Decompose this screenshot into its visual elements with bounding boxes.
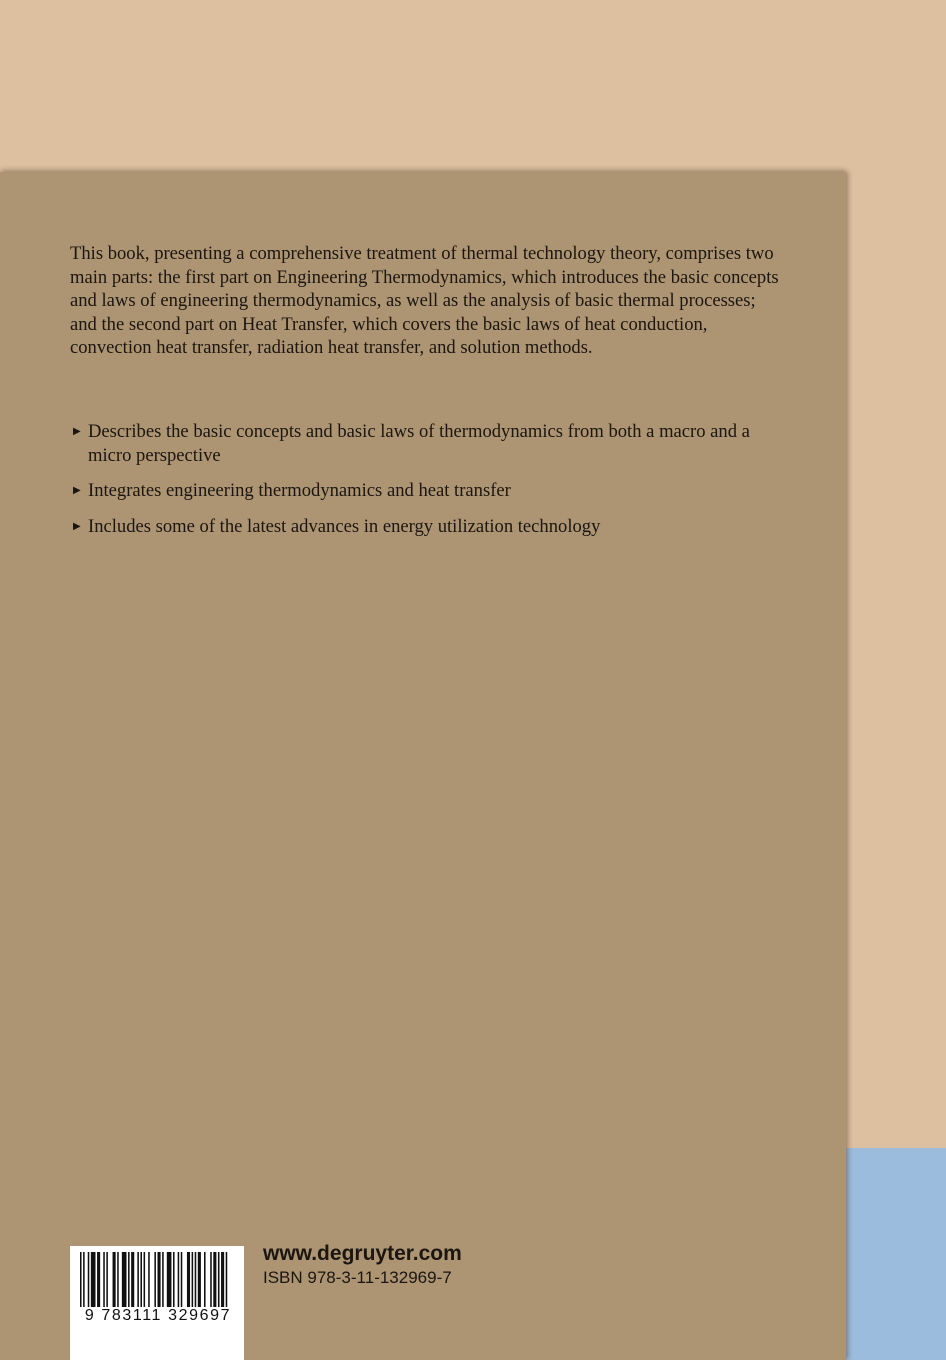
barcode-bar <box>88 1252 90 1310</box>
barcode-bar <box>192 1252 194 1310</box>
list-item-text: Integrates engineering thermodynamics and heat transfer <box>88 480 511 501</box>
barcode-bar <box>158 1252 161 1310</box>
barcode-bar <box>187 1252 190 1310</box>
barcode-bar <box>226 1252 228 1310</box>
list-item <box>70 479 770 503</box>
list-item-text: Includes some of the latest advances in energy utilization technology <box>88 515 601 537</box>
barcode-bar <box>97 1252 100 1310</box>
barcode-bar <box>210 1252 212 1310</box>
barcode-bar <box>80 1252 82 1310</box>
barcode-digits: 9 783111 329697 <box>76 1307 240 1325</box>
barcode-bar <box>218 1252 220 1310</box>
barcode-bar <box>122 1252 127 1310</box>
blue-accent-strip <box>846 1148 946 1360</box>
barcode-bar <box>195 1252 197 1310</box>
list-item <box>70 420 770 467</box>
barcode-bar <box>137 1252 139 1310</box>
barcode-bar <box>213 1252 216 1310</box>
barcode-bar <box>113 1252 116 1310</box>
barcode-bar <box>83 1252 85 1310</box>
barcode-bar <box>167 1252 172 1310</box>
barcode-bar <box>162 1252 164 1310</box>
barcode-bar <box>173 1252 175 1310</box>
barcode-bar <box>106 1252 108 1310</box>
feature-list <box>70 420 770 550</box>
barcode-bar <box>198 1252 201 1310</box>
isbn-number: ISBN 978-3-11-132969-7 <box>263 1268 452 1287</box>
triangle-right-icon: ▶ <box>73 485 81 496</box>
barcode-bar <box>91 1252 96 1310</box>
barcode-bar <box>221 1252 224 1310</box>
publisher-website: www.degruyter.com <box>263 1242 462 1265</box>
barcode-bar <box>148 1252 150 1310</box>
barcode-bars <box>70 1246 244 1360</box>
barcode-bar <box>103 1252 105 1310</box>
barcode-bar <box>154 1252 156 1310</box>
barcode-bar <box>140 1252 142 1310</box>
barcode-bar <box>178 1252 180 1310</box>
isbn-barcode <box>70 1246 244 1360</box>
barcode-bar <box>144 1252 146 1310</box>
triangle-right-icon: ▶ <box>73 520 81 532</box>
triangle-right-icon: ▶ <box>73 426 81 437</box>
list-item-text: Describes the basic concepts and basic laws of thermodynamics from both a macro and a micro perspective <box>88 421 750 466</box>
barcode-bar <box>181 1252 183 1310</box>
barcode-bar <box>131 1252 134 1310</box>
barcode-bar <box>117 1252 119 1310</box>
barcode-bar <box>128 1252 130 1310</box>
back-cover-panel <box>0 172 846 1360</box>
barcode-bar <box>204 1252 206 1310</box>
book-description: This book, presenting a comprehensive treatment of thermal technology theory, comprises two main parts: the first part on Engineering Thermodynamics, which introduces the basic concepts and laws of engineering thermodynamics, as well as the analysis of basic thermal processes; and the second part on Heat Transfer, which covers the basic laws of heat conduction, convection heat transfer, radiation heat transfer, and solution methods. <box>70 243 779 358</box>
list-item <box>70 515 770 539</box>
